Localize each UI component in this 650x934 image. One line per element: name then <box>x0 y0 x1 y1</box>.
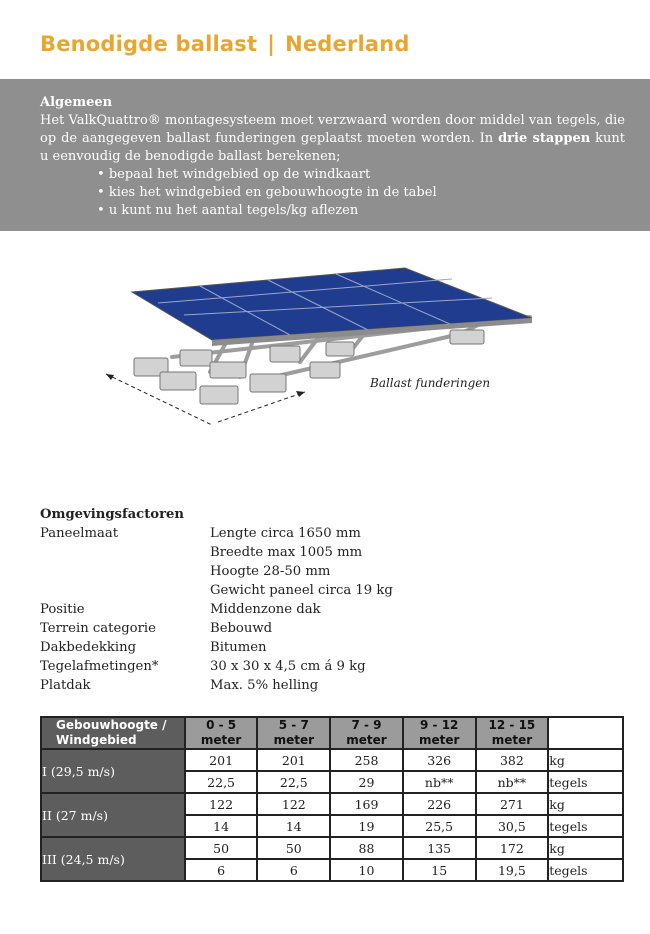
unit-cell: tegels <box>548 771 623 793</box>
table-cell: 258 <box>330 749 403 771</box>
title-separator: | <box>267 32 276 56</box>
column-unit: meter <box>346 733 387 747</box>
factor-row <box>40 600 393 619</box>
factor-row <box>40 638 393 657</box>
factor-value: Breedte max 1005 mm <box>210 545 363 560</box>
intro-paragraph <box>40 112 625 166</box>
intro-heading: Algemeen <box>40 95 113 110</box>
table-cell: nb** <box>476 771 549 793</box>
factor-value: Bebouwd <box>210 621 273 636</box>
factor-value: Gewicht paneel circa 19 kg <box>210 583 393 598</box>
header-cell-corner <box>41 717 185 749</box>
intro-content <box>40 94 625 220</box>
factor-value: Bitumen <box>210 640 267 655</box>
table-cell: 50 <box>185 837 258 859</box>
intro-text-bold: drie stappen <box>498 131 591 146</box>
factor-label: Platdak <box>40 678 91 693</box>
table-header-row <box>41 717 623 749</box>
column-header <box>403 717 476 749</box>
table-cell: 22,5 <box>185 771 258 793</box>
ballast-table <box>40 716 624 882</box>
page-title <box>40 32 410 56</box>
intro-band <box>0 79 650 231</box>
column-unit: meter <box>200 733 242 747</box>
zone-label: III (24,5 m/s) <box>41 837 185 881</box>
column-range: 12 - 15 <box>488 718 536 732</box>
column-unit: meter <box>418 733 460 747</box>
factor-value: Max. 5% helling <box>210 678 319 693</box>
column-header <box>476 717 549 749</box>
table-cell: 14 <box>257 815 330 837</box>
environment-factors <box>40 505 393 695</box>
title-right: Nederland <box>285 32 410 56</box>
table-cell: 6 <box>185 859 258 881</box>
figure-caption: Ballast funderingen <box>370 376 491 390</box>
factor-value: Hoogte 28-50 mm <box>210 564 331 579</box>
column-range: 9 - 12 <box>420 718 459 732</box>
title-left: Benodigde ballast <box>40 32 258 56</box>
factor-value: 30 x 30 x 4,5 cm á 9 kg <box>210 659 366 674</box>
factor-label: Terrein categorie <box>40 621 156 636</box>
table-cell: 30,5 <box>476 815 549 837</box>
table-cell: 326 <box>403 749 476 771</box>
table-cell: 201 <box>257 749 330 771</box>
factor-row <box>40 676 393 695</box>
table-cell: 10 <box>330 859 403 881</box>
table-cell: 88 <box>330 837 403 859</box>
table-cell: 14 <box>185 815 258 837</box>
column-unit: meter <box>491 733 533 747</box>
intro-step: • kies het windgebied en gebouwhoogte in de tabel <box>97 184 625 202</box>
factor-value: Lengte circa 1650 mm <box>210 526 361 541</box>
intro-text-after: kunt u eenvoudig de benodigde ballast berekenen; <box>40 131 626 164</box>
table-cell: 50 <box>257 837 330 859</box>
table-cell: nb** <box>403 771 476 793</box>
table-cell: 122 <box>185 793 258 815</box>
table-cell: 201 <box>185 749 258 771</box>
zone-label: I (29,5 m/s) <box>41 749 185 793</box>
table-cell: 135 <box>403 837 476 859</box>
table-cell: 19,5 <box>476 859 549 881</box>
column-header <box>185 717 258 749</box>
unit-cell: tegels <box>548 859 623 881</box>
zone-label: II (27 m/s) <box>41 793 185 837</box>
factor-label: Positie <box>40 602 85 617</box>
table-row <box>41 793 623 815</box>
header-line: Windgebied <box>56 733 137 747</box>
factor-values <box>210 524 393 600</box>
intro-steps <box>40 166 625 220</box>
column-header <box>257 717 330 749</box>
table-row <box>41 749 623 771</box>
column-header-blank <box>548 717 623 749</box>
intro-text-before: Het ValkQuattro® montagesysteem moet verzwaard worden door middel van tegels, die op de aangegeven ballast funderingen geplaatst moeten worden. In <box>40 113 625 146</box>
table-cell: 172 <box>476 837 549 859</box>
table-cell: 382 <box>476 749 549 771</box>
factor-row <box>40 657 393 676</box>
unit-cell: kg <box>548 837 623 859</box>
factor-value: Middenzone dak <box>210 602 321 617</box>
column-range: 5 - 7 <box>278 718 309 732</box>
header-line: Gebouwhoogte / <box>56 718 167 732</box>
intro-step: • bepaal het windgebied op de windkaart <box>97 166 625 184</box>
table-cell: 22,5 <box>257 771 330 793</box>
unit-cell: tegels <box>548 815 623 837</box>
table-row <box>41 837 623 859</box>
table-cell: 19 <box>330 815 403 837</box>
factor-row <box>40 619 393 638</box>
factor-label: Paneelmaat <box>40 526 118 541</box>
mounting-system-illustration <box>100 262 540 432</box>
factor-label: Tegelafmetingen* <box>40 659 159 674</box>
table-cell: 29 <box>330 771 403 793</box>
table-cell: 15 <box>403 859 476 881</box>
column-range: 0 - 5 <box>206 718 237 732</box>
table-cell: 169 <box>330 793 403 815</box>
column-unit: meter <box>273 733 315 747</box>
column-range: 7 - 9 <box>351 718 382 732</box>
factors-heading: Omgevingsfactoren <box>40 507 185 522</box>
column-header <box>330 717 403 749</box>
table-cell: 6 <box>257 859 330 881</box>
intro-step: • u kunt nu het aantal tegels/kg aflezen <box>97 202 625 220</box>
unit-cell: kg <box>548 749 623 771</box>
table-cell: 226 <box>403 793 476 815</box>
factor-row <box>40 524 393 600</box>
unit-cell: kg <box>548 793 623 815</box>
table-cell: 25,5 <box>403 815 476 837</box>
table-cell: 271 <box>476 793 549 815</box>
factor-label: Dakbedekking <box>40 640 137 655</box>
table-cell: 122 <box>257 793 330 815</box>
